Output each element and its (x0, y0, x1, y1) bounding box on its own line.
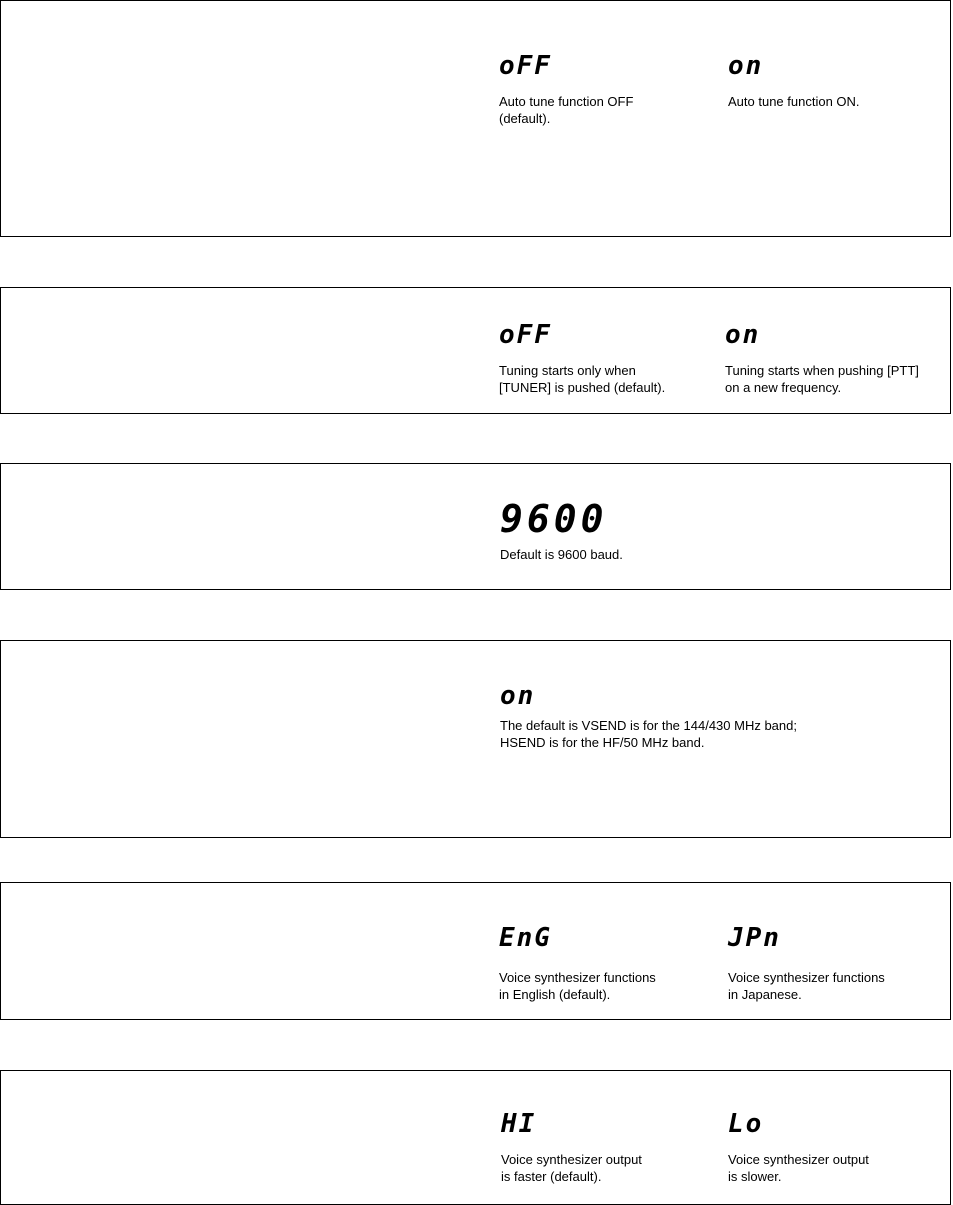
option-description: Tuning starts only when [TUNER] is pushed (default). (499, 363, 666, 395)
lcd-display: 9600 (500, 497, 608, 541)
option-description: The default is VSEND is for the 144/430 MHz band; HSEND is for the HF/50 MHz band. (500, 718, 797, 750)
language-panel (0, 882, 951, 1020)
option-description: Voice synthesizer functions in Japanese. (728, 970, 885, 1002)
lcd-display: JPn (728, 923, 781, 953)
ptt-tune-panel (0, 287, 951, 414)
option-on (500, 683, 797, 751)
option-baud (500, 497, 623, 563)
option-description: Auto tune function OFF (default). (499, 94, 634, 126)
option-japanese (728, 925, 885, 1003)
option-hi (501, 1111, 642, 1185)
lcd-display: EnG (499, 923, 552, 953)
lcd-display: on (728, 51, 764, 81)
option-lo (728, 1111, 869, 1185)
lcd-display: Lo (728, 1109, 764, 1139)
option-description: Auto tune function ON. (728, 94, 860, 109)
option-on (725, 322, 919, 396)
option-description: Voice synthesizer output is slower. (728, 1152, 869, 1184)
lcd-display: on (725, 320, 761, 350)
option-description: Tuning starts when pushing [PTT] on a new frequency. (725, 363, 919, 395)
option-description: Voice synthesizer output is faster (default). (501, 1152, 642, 1184)
lcd-display: on (500, 681, 536, 711)
lcd-display: oFF (499, 320, 552, 350)
lcd-display: HI (501, 1109, 537, 1139)
auto-tune-panel (0, 0, 951, 237)
lcd-display: oFF (499, 51, 552, 81)
option-on (728, 53, 860, 110)
send-panel (0, 640, 951, 838)
option-off (499, 322, 665, 396)
option-english (499, 925, 656, 1003)
option-description: Voice synthesizer functions in English (default). (499, 970, 656, 1002)
option-off (499, 53, 633, 127)
baud-rate-panel (0, 463, 951, 590)
speed-panel (0, 1070, 951, 1205)
option-description: Default is 9600 baud. (500, 547, 623, 562)
